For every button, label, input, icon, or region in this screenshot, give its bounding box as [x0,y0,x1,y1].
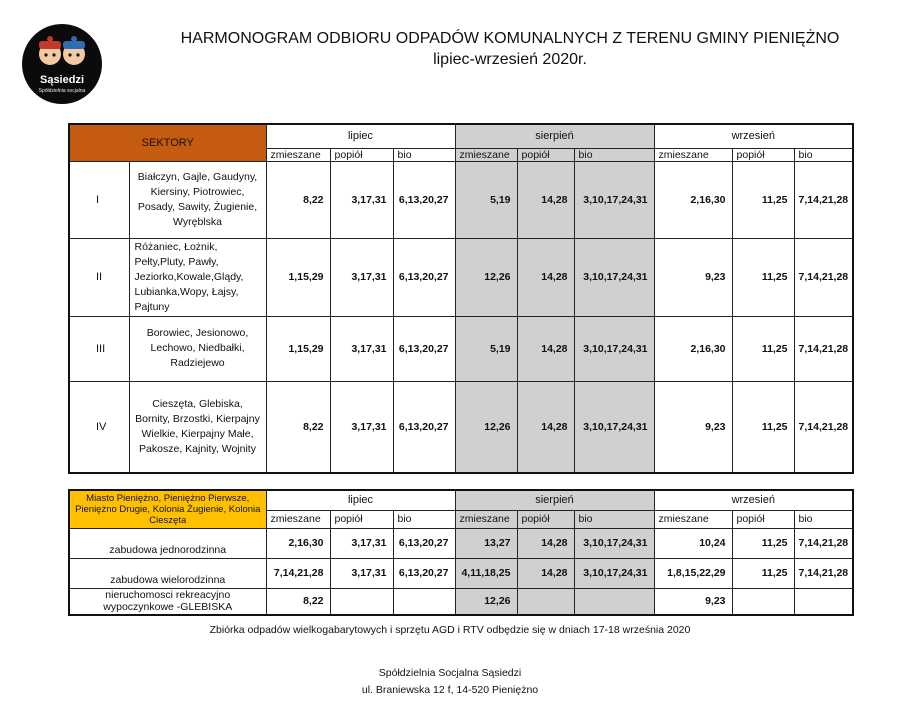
type-header: bio [393,510,455,528]
month-header: lipiec [266,490,455,510]
sector-id: II [69,238,129,316]
pickup-dates: 3,17,31 [330,238,393,316]
pickup-dates: 6,13,20,27 [393,316,455,381]
pickup-dates: 7,14,21,28 [266,558,330,588]
pickup-dates: 14,28 [517,381,574,473]
type-header: bio [794,510,853,528]
type-header: bio [574,148,654,161]
sector-id: IV [69,381,129,473]
pickup-dates: 9,23 [654,381,732,473]
pickup-dates: 3,17,31 [330,528,393,558]
sectors-header: SEKTORY [69,124,266,161]
type-header: zmieszane [455,148,517,161]
pickup-dates: 6,13,20,27 [393,528,455,558]
pickup-dates: 11,25 [732,528,794,558]
pickup-dates: 9,23 [654,238,732,316]
type-header: popiół [517,510,574,528]
pickup-dates: 3,10,17,24,31 [574,316,654,381]
bulky-waste-note: Zbiórka odpadów wielkogabarytowych i sprzętu AGD i RTV odbędzie się w dniach 17-18 września 2020 [209,624,691,636]
type-header: popiół [330,148,393,161]
pickup-dates: 2,16,30 [654,316,732,381]
type-header: bio [794,148,853,161]
month-header: sierpień [455,490,654,510]
pickup-dates: 11,25 [732,381,794,473]
pickup-dates: 7,14,21,28 [794,161,853,238]
pickup-dates: 6,13,20,27 [393,238,455,316]
sector-row [69,238,853,316]
pickup-dates: 1,15,29 [266,316,330,381]
pickup-dates: 11,25 [732,316,794,381]
footer-organization: Spółdzielnia Socjalna Sąsiedzi [378,667,522,679]
pickup-dates: 12,26 [455,381,517,473]
type-header: bio [574,510,654,528]
pickup-dates: 13,27 [455,528,517,558]
sector-id: III [69,316,129,381]
type-header: zmieszane [266,510,330,528]
sector-villages: Cieszęta, Glebiska, Bornity, Brzostki, Kierpajny Wielkie, Kierpajny Małe, Pakosze, Kajnity, Wojnity [129,381,266,473]
town-row [69,558,853,588]
pickup-dates: 10,24 [654,528,732,558]
type-header: bio [393,148,455,161]
sector-row [69,381,853,473]
pickup-dates: 14,28 [517,528,574,558]
sector-id: I [69,161,129,238]
page-title: HARMONOGRAM ODBIORU ODPADÓW KOMUNALNYCH Z TERENU GMINY PIENIĘŻNO [180,30,840,47]
pickup-dates [574,588,654,615]
town-row [69,588,853,615]
pickup-dates: 3,17,31 [330,161,393,238]
type-header: zmieszane [654,510,732,528]
pickup-dates [732,588,794,615]
pickup-dates: 3,10,17,24,31 [574,161,654,238]
page-subtitle: lipiec-wrzesień 2020r. [433,51,587,68]
pickup-dates: 2,16,30 [654,161,732,238]
pickup-dates: 6,13,20,27 [393,558,455,588]
pickup-dates: 8,22 [266,381,330,473]
logo-tagline: Spółdzielnia socjalna [38,88,86,94]
pickup-dates: 3,17,31 [330,558,393,588]
pickup-dates: 3,17,31 [330,316,393,381]
pickup-dates: 3,10,17,24,31 [574,238,654,316]
pickup-dates [517,588,574,615]
logo [22,24,102,104]
pickup-dates: 5,19 [455,316,517,381]
type-header: zmieszane [266,148,330,161]
pickup-dates: 7,14,21,28 [794,558,853,588]
pickup-dates: 1,15,29 [266,238,330,316]
pickup-dates: 3,10,17,24,31 [574,558,654,588]
pickup-dates: 14,28 [517,316,574,381]
pickup-dates: 12,26 [455,588,517,615]
pickup-dates [330,588,393,615]
pickup-dates: 11,25 [732,161,794,238]
type-header: popiół [732,148,794,161]
area-type-label: zabudowa wielorodzinna [69,558,266,588]
area-type-label: zabudowa jednorodzinna [69,528,266,558]
pickup-dates: 6,13,20,27 [393,161,455,238]
town-header: Miasto Pieniężno, Pieniężno Pierwsze, Pieniężno Drugie, Kolonia Żugienie, Kolonia Cieszęta [69,490,266,528]
pickup-dates: 3,10,17,24,31 [574,528,654,558]
sector-row [69,316,853,381]
pickup-dates: 7,14,21,28 [794,528,853,558]
pickup-dates: 3,10,17,24,31 [574,381,654,473]
type-header: zmieszane [654,148,732,161]
pickup-dates: 14,28 [517,161,574,238]
town-row [69,528,853,558]
type-header: zmieszane [455,510,517,528]
pickup-dates [393,588,455,615]
pickup-dates: 3,17,31 [330,381,393,473]
footer-address: ul. Braniewska 12 f, 14-520 Pieniężno [361,684,539,696]
month-header: wrzesień [654,124,853,148]
town-table [68,489,854,616]
pickup-dates: 8,22 [266,161,330,238]
sectors-table [68,123,854,474]
logo-name: Sąsiedzi [39,74,85,86]
pickup-dates: 6,13,20,27 [393,381,455,473]
sector-villages: Różaniec, Łożnik, Pełty,Pluty, Pawły, Jeziorko,Kowale,Glądy, Lubianka,Wopy, Łajsy, Pajtuny [129,238,266,316]
sector-row [69,161,853,238]
month-header: lipiec [266,124,455,148]
pickup-dates [794,588,853,615]
area-type-label: nieruchomosci rekreacyjno wypoczynkowe -GLEBISKA [69,588,266,615]
pickup-dates: 11,25 [732,238,794,316]
month-header: sierpień [455,124,654,148]
type-header: popiół [330,510,393,528]
pickup-dates: 4,11,18,25 [455,558,517,588]
pickup-dates: 8,22 [266,588,330,615]
type-header: popiół [732,510,794,528]
pickup-dates: 12,26 [455,238,517,316]
pickup-dates: 14,28 [517,238,574,316]
pickup-dates: 14,28 [517,558,574,588]
pickup-dates: 7,14,21,28 [794,238,853,316]
pickup-dates: 2,16,30 [266,528,330,558]
month-header: wrzesień [654,490,853,510]
pickup-dates: 5,19 [455,161,517,238]
sector-villages: Borowiec, Jesionowo, Lechowo, Niedbałki, Radziejewo [129,316,266,381]
pickup-dates: 9,23 [654,588,732,615]
type-header: popiół [517,148,574,161]
pickup-dates: 7,14,21,28 [794,381,853,473]
pickup-dates: 1,8,15,22,29 [654,558,732,588]
pickup-dates: 11,25 [732,558,794,588]
sector-villages: Białczyn, Gajle, Gaudyny, Kiersiny, Piotrowiec, Posady, Sawity, Żugienie, Wyręblska [129,161,266,238]
pickup-dates: 7,14,21,28 [794,316,853,381]
